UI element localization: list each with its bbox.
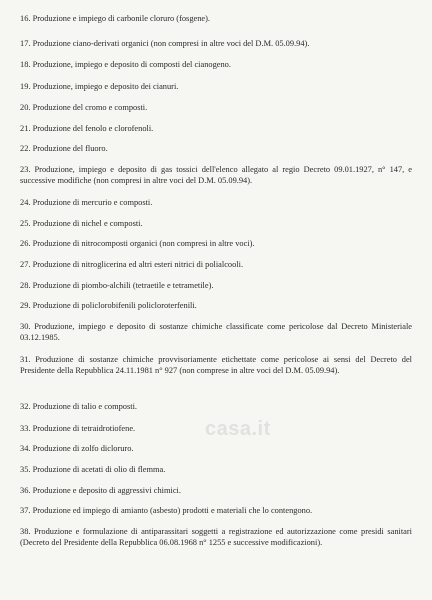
list-item-32: 32. Produzione di talio e composti. — [20, 402, 138, 411]
list-item-34: 34. Produzione di zolfo dicloruro. — [20, 444, 134, 453]
list-item-38: 38. Produzione e formulazione di antiparassitari soggetti a registrazione ed autorizzazione come presidi sanitari (Decreto del Presidente della Repubblica 06.08.1968 n° 1255 e successive modificazioni). — [20, 527, 412, 548]
list-item-36: 36. Produzione e deposito di aggressivi chimici. — [20, 486, 181, 495]
list-item-23: 23. Produzione, impiego e deposito di gas tossici dell'elenco allegato al regio Decreto 09.01.1927, n° 147, e successive modifiche (non compresi in altre voci del D.M. 05.09.94). — [20, 165, 412, 186]
list-item-30: 30. Produzione, impiego e deposito di sostanze chimiche classificate come pericolose dal Decreto Ministeriale 03.12.1985. — [20, 322, 412, 343]
list-item-17: 17. Produzione ciano-derivati organici (non compresi in altre voci del D.M. 05.09.94). — [20, 39, 310, 48]
list-item-33: 33. Produzione di tetraidrotiofene. — [20, 424, 136, 433]
list-item-26: 26. Produzione di nitrocomposti organici (non compresi in altre voci). — [20, 239, 255, 248]
list-item-27: 27. Produzione di nitroglicerina ed altri esteri nitrici di polialcooli. — [20, 260, 244, 269]
list-item-16: 16. Produzione e impiego di carbonile cloruro (fosgene). — [20, 14, 211, 23]
list-item-29: 29. Produzione di policlorobifenili policloroterfenili. — [20, 301, 197, 310]
watermark-logo: casa.it — [205, 418, 271, 440]
list-item-22: 22. Produzione del fluoro. — [20, 144, 108, 153]
list-item-31: 31. Produzione di sostanze chimiche provvisoriamente etichettate come pericolose ai sensi del Decreto del Presidente della Repubblica 24.11.1981 n° 927 (non comprese in altre voci del D.M. 05.09.94). — [20, 355, 412, 376]
list-item-25: 25. Produzione di nichel e composti. — [20, 219, 143, 228]
list-item-18: 18. Produzione, impiego e deposito di composti del cianogeno. — [20, 60, 231, 69]
list-item-19: 19. Produzione, impiego e deposito dei cianuri. — [20, 82, 179, 91]
list-item-24: 24. Produzione di mercurio e composti. — [20, 198, 153, 207]
list-item-35: 35. Produzione di acetati di olio di flemma. — [20, 465, 166, 474]
list-item-20: 20. Produzione del cromo e composti. — [20, 103, 148, 112]
list-item-21: 21. Produzione del fenolo e clorofenoli. — [20, 124, 154, 133]
list-item-28: 28. Produzione di piombo-alchili (tetraetile e tetrametile). — [20, 281, 214, 290]
list-item-37: 37. Produzione ed impiego di amianto (asbesto) prodotti e materiali che lo contengono. — [20, 506, 313, 515]
